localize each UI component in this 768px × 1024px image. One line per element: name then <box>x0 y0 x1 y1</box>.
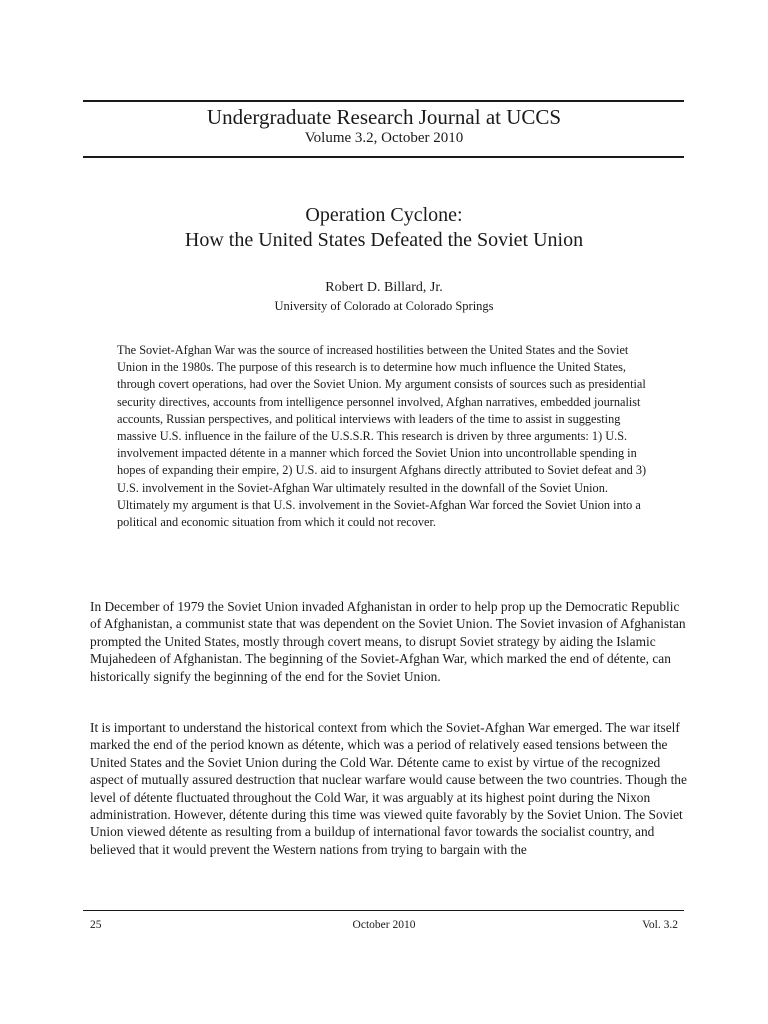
abstract: The Soviet-Afghan War was the source of increased hostilities between the United States and the Soviet Union in the 1980s. The purpose of this research is to determine how much influence the United States, through covert operations, had over the Soviet Union. My argument consists of sources such as presidential security directives, accounts from intelligence personnel involved, Afghan narratives, embedded journalist accounts, Russian perspectives, and political interviews with leaders of the time to assist in suggesting massive U.S. influence in the failure of the U.S.S.R. This research is driven by three arguments: 1) U.S. involvement impacted détente in a manner which forced the Soviet Union into uncontrollable spending in hopes of expanding their empire, 2) U.S. aid to insurgent Afghans directly attributed to Soviet defeat and 3) U.S. involvement in the Soviet-Afghan War ultimately resulted in the downfall of the Soviet Union. Ultimately my argument is that U.S. involvement in the Soviet-Afghan War forced the Soviet Union into a political and economic situation from which it could not recover. <box>117 343 647 530</box>
body-paragraph-1: In December of 1979 the Soviet Union invaded Afghanistan in order to help prop up the Democratic Republic of Afghanistan, a communist state that was dependent on the Soviet Union. The Soviet invasion of Afghanistan prompted the United States, mostly through covert means, to disrupt Soviet strategy by aiding the Islamic Mujahedeen of Afghanistan. The beginning of the Soviet-Afghan War, which marked the end of détente, can historically signify the beginning of the end for the Soviet Union. <box>90 599 686 684</box>
footer-page-number: 25 <box>90 919 102 931</box>
header-top-rule <box>83 100 684 102</box>
author-name: Robert D. Billard, Jr. <box>325 280 443 295</box>
paper-title-line-2: How the United States Defeated the Soviet Union <box>184 229 584 251</box>
footer-rule <box>83 910 684 911</box>
paper-title <box>0 203 768 253</box>
header-bottom-rule <box>83 156 684 158</box>
footer-date: October 2010 <box>352 919 416 931</box>
paper-title-line-1: Operation Cyclone: <box>305 204 463 226</box>
journal-volume: Volume 3.2, October 2010 <box>304 130 464 146</box>
author-affiliation: University of Colorado at Colorado Springs <box>274 299 494 313</box>
journal-title: Undergraduate Research Journal at UCCS <box>206 105 562 129</box>
body-paragraph-2: It is important to understand the historical context from which the Soviet-Afghan War emerged. The war itself marked the end of the period known as détente, which was a period of relatively eased tensions between the United States and the Soviet Union during the Cold War. Détente came to exist by virtue of the recognized aspect of mutually assured destruction that nuclear warfare would cause between the two countries. Though the level of détente fluctuated throughout the Cold War, it was arguably at its highest point during the Nixon administration. However, détente during this time was viewed quite favorably by the Soviet Union. The Soviet Union viewed détente as resulting from a buildup of international favor towards the socialist country, and believed that it would prevent the Western nations from trying to bargain with the <box>90 720 687 857</box>
footer-volume: Vol. 3.2 <box>642 919 678 931</box>
